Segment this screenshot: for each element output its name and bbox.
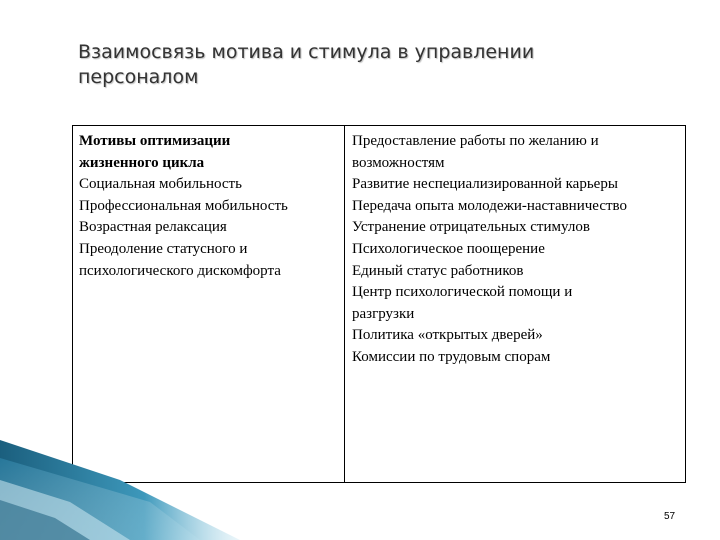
motive-item: психологического дискомфорта — [79, 262, 281, 279]
motive-item: Преодоление статусного и — [79, 240, 248, 257]
stimulus-item: Психологическое поощерение — [352, 240, 545, 257]
motives-heading-line: жизненного цикла — [79, 154, 205, 171]
stimulus-item: Комиссии по трудовым спорам — [352, 348, 551, 365]
motive-stimulus-table — [72, 125, 686, 483]
motive-item: Профессиональная мобильность — [79, 197, 288, 214]
stimulus-item: Передача опыта молодежи-наставничество — [352, 197, 628, 214]
corner-decoration — [0, 440, 240, 540]
title-line-2: персоналом — [78, 66, 199, 88]
stimulus-item: Центр психологической помощи и — [352, 284, 573, 301]
stimulus-item: возможностям — [352, 154, 445, 171]
slide-title — [78, 40, 678, 90]
motives-heading-line: Мотивы оптимизации — [79, 133, 231, 149]
motive-item: Социальная мобильность — [79, 176, 242, 193]
stimulus-item: Устранение отрицательных стимулов — [352, 219, 590, 236]
stimulus-item: Политика «открытых дверей» — [352, 327, 543, 344]
page-number: 57 — [664, 511, 676, 522]
title-line-1: Взаимосвязь мотива и стимула в управлении — [78, 41, 535, 63]
stimulus-item: Предоставление работы по желанию и — [352, 133, 599, 149]
motives-column — [73, 126, 345, 482]
stimulus-item: Единый статус работников — [352, 262, 524, 279]
motive-item: Возрастная релаксация — [79, 219, 227, 236]
stimulus-item: Развитие неспециализированной карьеры — [352, 176, 618, 193]
stimulus-item: разгрузки — [352, 305, 415, 322]
stimuli-column — [345, 126, 685, 482]
